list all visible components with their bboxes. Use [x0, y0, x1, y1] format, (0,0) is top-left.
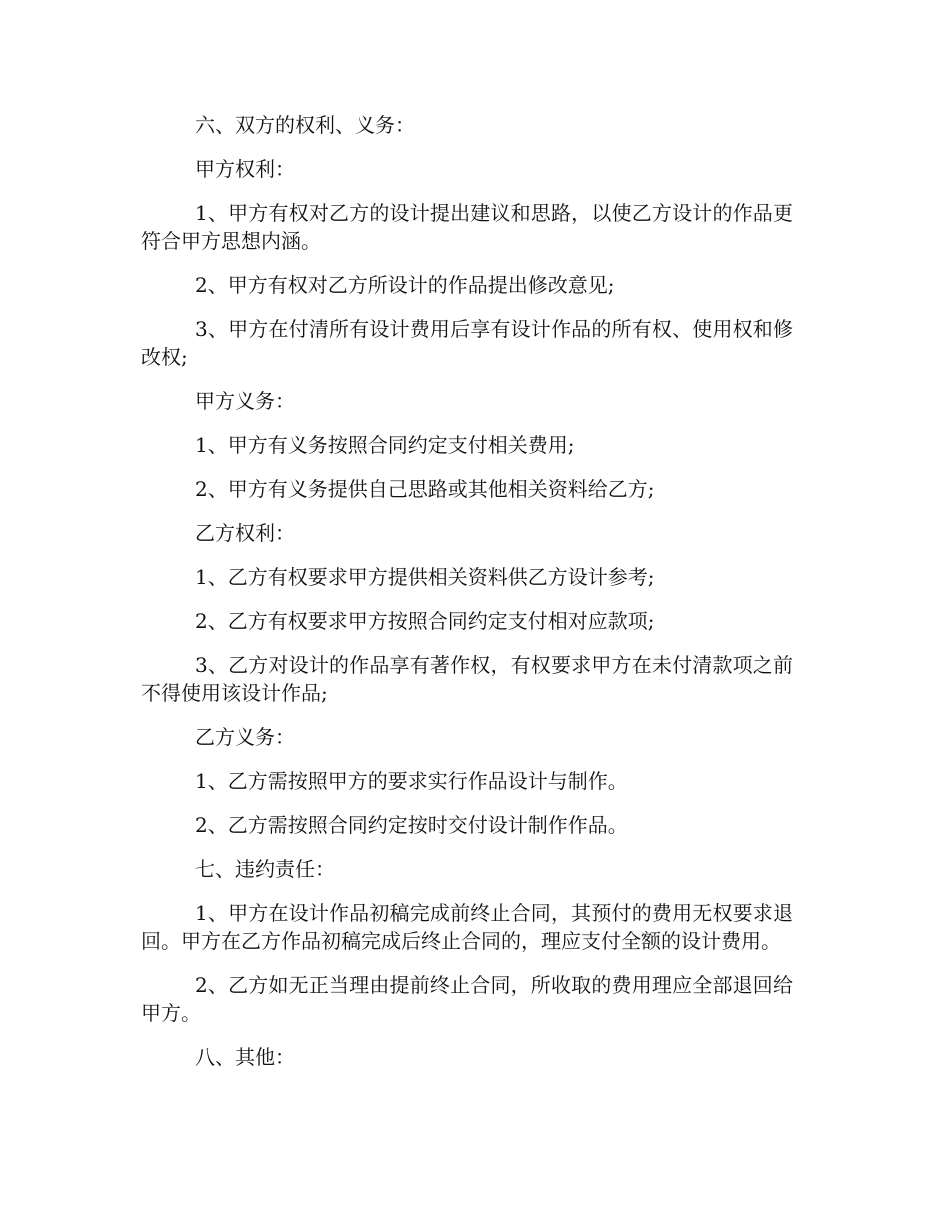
party-a-right-2: 2、甲方有权对乙方所设计的作品提出修改意见;	[195, 273, 615, 297]
party-a-right-3: 3、甲方在付清所有设计费用后享有设计作品的所有权、使用权和修改权;	[141, 317, 793, 369]
party-b-obligation-2: 2、乙方需按照合同约定按时交付设计制作作品。	[195, 813, 628, 837]
party-b-obligations-heading: 乙方义务：	[195, 725, 295, 749]
party-a-right-1: 1、甲方有权对乙方的设计提出建议和思路，以使乙方设计的作品更符合甲方思想内涵。	[141, 201, 793, 253]
section-heading-rights-obligations: 六、双方的权利、义务：	[195, 113, 415, 137]
party-a-obligations-heading: 甲方义务：	[195, 389, 295, 413]
party-b-right-3: 3、乙方对设计的作品享有著作权，有权要求甲方在未付清款项之前不得使用该设计作品;	[141, 653, 793, 705]
section-heading-breach-liability: 七、违约责任：	[195, 857, 335, 881]
party-a-obligation-1: 1、甲方有义务按照合同约定支付相关费用;	[195, 433, 575, 457]
party-b-right-2: 2、乙方有权要求甲方按照合同约定支付相对应款项;	[195, 609, 655, 633]
document-page	[141, 111, 793, 1087]
section-heading-other: 八、其他：	[195, 1045, 295, 1069]
party-a-obligation-2: 2、甲方有义务提供自己思路或其他相关资料给乙方;	[195, 477, 655, 501]
party-b-right-1: 1、乙方有权要求甲方提供相关资料供乙方设计参考;	[195, 565, 655, 589]
party-a-rights-heading: 甲方权利：	[195, 157, 295, 181]
breach-clause-1: 1、甲方在设计作品初稿完成前终止合同，其预付的费用无权要求退回。甲方在乙方作品初稿完成后终止合同的，理应支付全额的设计费用。	[141, 901, 793, 953]
party-b-rights-heading: 乙方权利：	[195, 521, 295, 545]
breach-clause-2: 2、乙方如无正当理由提前终止合同，所收取的费用理应全部退回给甲方。	[141, 973, 793, 1025]
party-b-obligation-1: 1、乙方需按照甲方的要求实行作品设计与制作。	[195, 769, 628, 793]
